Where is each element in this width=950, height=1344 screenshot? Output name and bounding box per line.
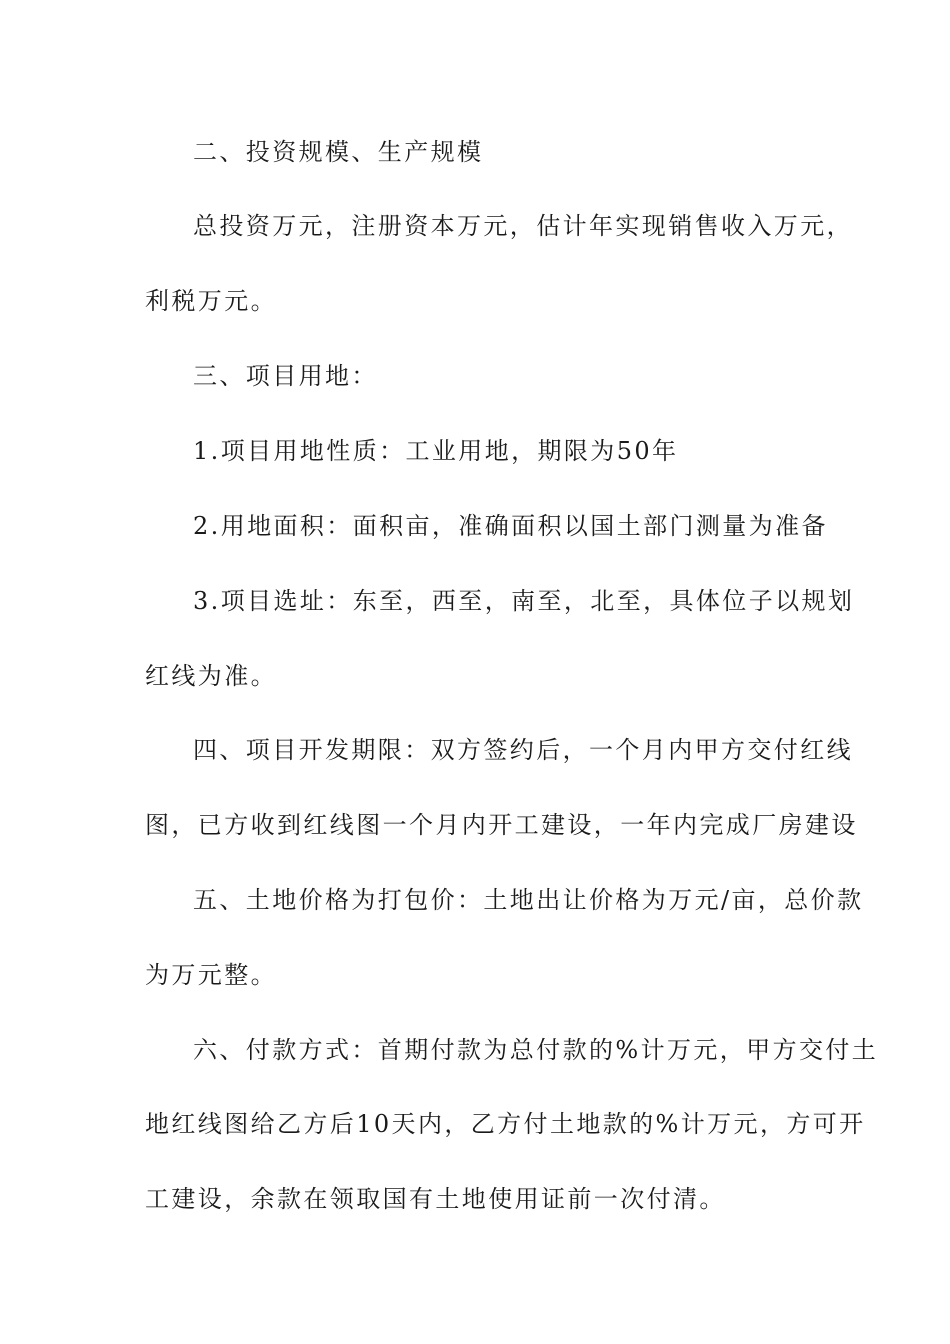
- paragraph-development-period-line-1: 四、项目开发期限：双方签约后，一个月内甲方交付红线: [193, 736, 853, 764]
- paragraph-land-price-line-1: 五、土地价格为打包价：土地出让价格为万元/亩，总价款: [193, 886, 864, 914]
- paragraph-payment-line-2: 地红线图给乙方后10天内，乙方付土地款的%计万元，方可开: [145, 1110, 866, 1138]
- land-item-location-line-2: 红线为准。: [145, 662, 277, 690]
- land-item-area: 2.用地面积：面积亩，准确面积以国土部门测量为准备: [193, 512, 828, 540]
- land-item-nature: 1.项目用地性质：工业用地，期限为50年: [193, 437, 679, 465]
- paragraph-development-period-line-2: 图，已方收到红线图一个月内开工建设，一年内完成厂房建设: [145, 811, 858, 839]
- paragraph-payment-line-1: 六、付款方式：首期付款为总付款的%计万元，甲方交付土: [193, 1036, 879, 1064]
- section-heading-project-land: 三、项目用地：: [193, 362, 378, 390]
- paragraph-land-price-line-2: 为万元整。: [145, 961, 277, 989]
- section-heading-investment-scale: 二、投资规模、生产规模: [193, 138, 484, 166]
- paragraph-investment-line-2: 利税万元。: [145, 287, 277, 315]
- land-item-location-line-1: 3.项目选址：东至，西至，南至，北至，具体位子以规划: [193, 587, 855, 615]
- paragraph-investment-line-1: 总投资万元，注册资本万元，估计年实现销售收入万元，: [193, 212, 853, 240]
- paragraph-payment-line-3: 工建设，余款在领取国有土地使用证前一次付清。: [145, 1185, 726, 1213]
